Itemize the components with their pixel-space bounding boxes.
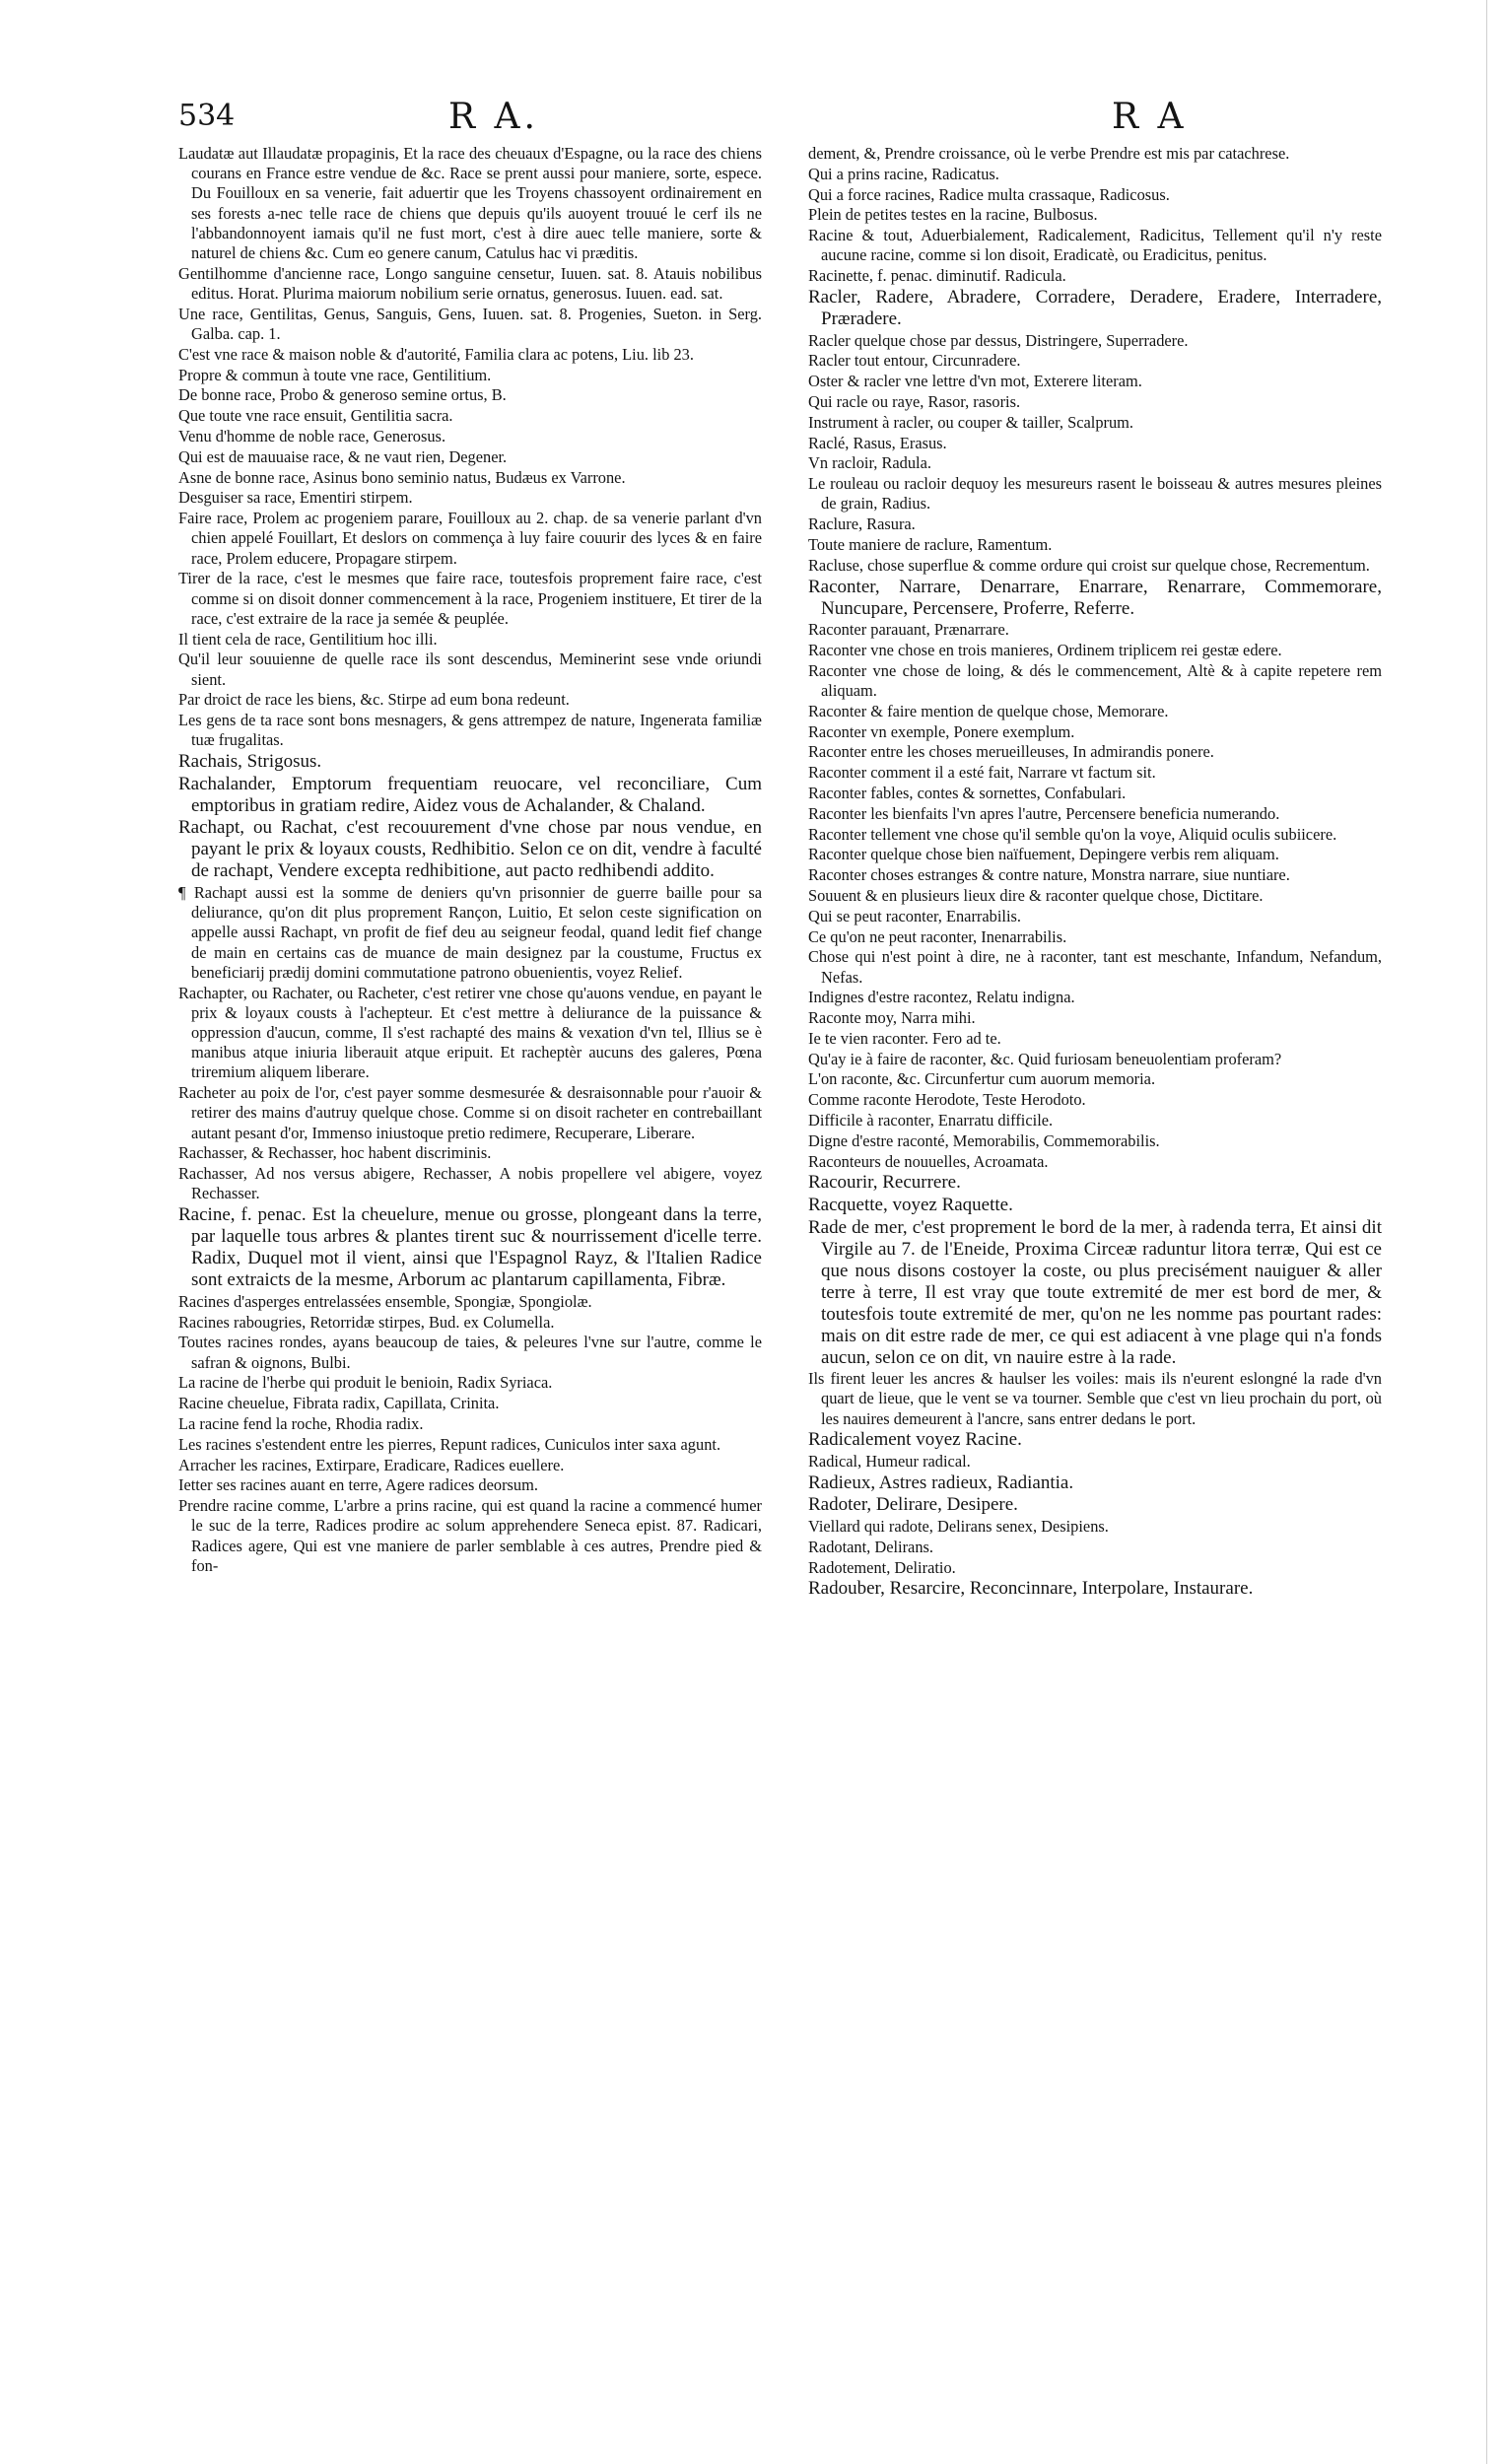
dictionary-entry: Il tient cela de race, Gentilitium hoc illi.	[178, 629, 438, 649]
dictionary-entry: De bonne race, Probo & generoso semine ortus, B.	[178, 385, 507, 405]
dictionary-entry: Racheter au poix de l'or, c'est payer somme desmesurée & desraisonnable pour r'auoir & retirer des mains d'autruy quelque chose. Comme si on disoit racheter en contrebaillant autant pesant d'or, Immenso iniustoque pretio redimere, Recuperare, Liberare.	[178, 1083, 762, 1142]
dictionary-entry: Gentilhomme d'ancienne race, Longo sanguine censetur, Iuuen. sat. 8. Atauis nobilibus editus. Horat. Plurima maiorum nobilium serie ornatus, generosus. Iuuen. ead. sat.	[178, 263, 762, 304]
dictionary-entry: Rachapt, ou Rachat, c'est recouurement d'vne chose par nous vendue, en payant le prix & loyaux cousts, Redhibitio. Selon ce on dit, vendre à faculté de rachapt, Vendere excepta redhibitione, aut pacto redhibendi addito.	[178, 817, 762, 882]
dictionary-entry: Difficile à raconter, Enarratu difficile.	[808, 1111, 1054, 1130]
dictionary-entry: Raconter parauant, Prænarrare.	[808, 620, 1009, 640]
dictionary-entry: Desguiser sa race, Ementiri stirpem.	[178, 488, 413, 508]
dictionary-entry: Racines d'asperges entrelassées ensemble, Spongiæ, Spongiolæ.	[178, 1291, 592, 1311]
dictionary-entry: Ce qu'on ne peut raconter, Inenarrabilis.	[808, 926, 1067, 946]
dictionary-entry: Faire race, Prolem ac progeniem parare, Fouilloux au 2. chap. de sa venerie parlant d'vn chien appelé Fouillart, Et deslors on commença à luy faire couurir des lyces & en faire race, Prolem educere, Propagare stirpem.	[178, 509, 762, 568]
dictionary-entry: Que toute vne race ensuit, Gentilitia sacra.	[178, 406, 453, 426]
dictionary-entry: Qu'il leur souuienne de quelle race ils sont descendus, Meminerint sese vnde oriundi sient.	[178, 650, 762, 689]
dictionary-entry: Le rouleau ou racloir dequoy les mesureurs rasent le boisseau & autres mesures pleines de grain, Radius.	[808, 474, 1382, 513]
dictionary-entry: Rade de mer, c'est proprement le bord de la mer, à radenda terra, Et ainsi dit Virgile au 7. de l'Eneide, Proxima Circeæ raduntur litora terræ, Qui est ce que nous disons costoyer la coste, ou plus precisément nauiguer & aller terre à terre, Il est vray que toute extremité de mer est bord de mer, & toutesfois toute extremité de mer, qu'on ne les nomme pas pourtant rades: mais on dit estre rade de mer, ce qui est adiacent à vne plage qui n'a fonds aucun, selon ce on dit, vn nauire estre à la rade.	[808, 1216, 1382, 1368]
running-head-right: R A	[1112, 97, 1188, 137]
dictionary-entry: Qui se peut raconter, Enarrabilis.	[808, 906, 1021, 925]
dictionary-entry: Rachapter, ou Rachater, ou Racheter, c'est retirer vne chose qu'auons vendue, en payant le prix & loyaux cousts à l'achepteur. Et c'est mettre à deliurance de la puissance & oppression d'aucun, comme, Il s'est rachapté des mains & vexation d'vn tel, Illius se è manibus atque iniuria liberauit atque eripuit. Et racheptèr aucuns des galeres, Pœna triremium aliquem liberare.	[178, 983, 762, 1082]
dictionary-entry: Radieux, Astres radieux, Radiantia.	[808, 1472, 1074, 1493]
dictionary-entry: Raconter quelque chose bien naïfuement, Depingere verbis rem aliquam.	[808, 845, 1279, 864]
dictionary-entry: Toute maniere de raclure, Ramentum.	[808, 534, 1053, 554]
dictionary-entry: Tirer de la race, c'est le mesmes que faire race, toutesfois proprement faire race, c'est comme si on disoit donner commencement à la race, Progeniem instituere, Et tirer de la race, c'est extraire de la race ja semée & peuplée.	[178, 569, 762, 628]
dictionary-entry: Radotant, Delirans.	[808, 1537, 933, 1556]
dictionary-entry: Ils firent leuer les ancres & haulser les voiles: mais ils n'eurent eslongné la rade d'vn quart de lieue, que le vent se va tourner. Semble que c'est vn lieu prochain du port, où les nauires demeurent à l'ancre, sans entrer dedans le port.	[808, 1369, 1382, 1428]
dictionary-entry: Souuent & en plusieurs lieux dire & raconter quelque chose, Dictitare.	[808, 885, 1264, 905]
dictionary-entry: Toutes racines rondes, ayans beaucoup de taies, & peleures l'vne sur l'autre, comme le safran & oignons, Bulbi.	[178, 1333, 762, 1372]
dictionary-entry: Indignes d'estre racontez, Relatu indigna.	[808, 988, 1075, 1007]
dictionary-entry: Qu'ay ie à faire de raconter, &c. Quid furiosam beneuolentiam proferam?	[808, 1049, 1282, 1068]
dictionary-entry: Racler quelque chose par dessus, Distringere, Superradere.	[808, 330, 1189, 350]
dictionary-entry: Venu d'homme de noble race, Generosus.	[178, 427, 446, 445]
dictionary-entry: Racine & tout, Aduerbialement, Radicalement, Radicitus, Tellement qu'il n'y reste aucune racine, comme si lon disoit, Eradicatè, ou Eradicitus, penitus.	[808, 226, 1382, 265]
dictionary-entry: Laudatæ aut Illaudatæ propaginis, Et la race des cheuaux d'Espagne, ou la race des chiens courans en France estre vendue de &c. Race se prent aussi pour maniere, sorte, espece. Du Fouilloux en sa venerie, fait aduertir que les Troyens chassoyent ordinairement en ses forests a-nec telle race de chiens que depuis qu'ils auoyent trouué le cerf ils ne l'abbandonnoyent iamais qu'il ne fust mort, c'est à dire auec telle maniere, sorte & naturel de chiens &c. Cum eo genere canum, Catulus hac vi præditis.	[178, 144, 762, 263]
dictionary-entry: Raclé, Rasus, Erasus.	[808, 433, 947, 452]
dictionary-entry: Propre & commun à toute vne race, Gentilitium.	[178, 365, 492, 384]
right-column	[808, 144, 1382, 1601]
dictionary-entry: Raclure, Rasura.	[808, 514, 916, 534]
dictionary-entry: Racine cheuelue, Fibrata radix, Capillata, Crinita.	[178, 1394, 500, 1413]
dictionary-entry: Racler, Radere, Abradere, Corradere, Deradere, Eradere, Interradere, Præradere.	[808, 286, 1382, 329]
running-head-left: R A.	[448, 97, 539, 137]
dictionary-entry: Une race, Gentilitas, Genus, Sanguis, Gens, Iuuen. sat. 8. Progenies, Sueton. in Serg. Galba. cap. 1.	[178, 304, 762, 344]
left-column	[178, 144, 762, 1577]
dictionary-entry: Racler tout entour, Circunradere.	[808, 351, 1021, 371]
dictionary-entry: Vn racloir, Radula.	[808, 453, 931, 473]
dictionary-entry: Qui est de mauuaise race, & ne vaut rien, Degener.	[178, 446, 508, 466]
dictionary-entry: Rachalander, Emptorum frequentiam reuocare, vel reconciliare, Cum emptoribus in gratiam redire, Aidez vous de Achalander, & Chaland.	[178, 773, 762, 816]
dictionary-entry: Plein de petites testes en la racine, Bulbosus.	[808, 205, 1098, 225]
dictionary-entry: dement, &, Prendre croissance, où le verbe Prendre est mis par catachrese.	[808, 144, 1290, 163]
dictionary-entry: Comme raconte Herodote, Teste Herodoto.	[808, 1090, 1086, 1110]
dictionary-entry: C'est vne race & maison noble & d'autorité, Familia clara ac potens, Liu. lib 23.	[178, 344, 694, 364]
dictionary-entry: Racines rabougries, Retorridæ stirpes, Bud. ex Columella.	[178, 1312, 555, 1332]
dictionary-entry: Raconter choses estranges & contre nature, Monstra narrare, siue nuntiare.	[808, 865, 1290, 885]
page-edge-rule	[1486, 0, 1487, 2464]
dictionary-entry: Raconter vne chose de loing, & dés le commencement, Altè & à capite repetere rem aliquam.	[808, 660, 1382, 700]
dictionary-entry: Raconter vne chose en trois manieres, Ordinem triplicem rei gestæ edere.	[808, 640, 1282, 659]
dictionary-entry: Par droict de race les biens, &c. Stirpe ad eum bona redeunt.	[178, 690, 570, 710]
dictionary-entry: Instrument à racler, ou couper & tailler, Scalprum.	[808, 412, 1134, 432]
dictionary-entry: ¶ Rachapt aussi est la somme de deniers qu'vn prisonnier de guerre baille pour sa deliurance, qu'on dit plus proprement Rançon, Luitio, Et selon ceste signification on appelle aussi Rachapt, vn profit de fief deu au seigneur feodal, quand ledit fief change de main en certains cas de muance de main designez par la coustume, Fructus ex beneficiarij prædij domini commutatione patrono obuenientis, voyez Relief.	[178, 882, 762, 982]
dictionary-entry: Raconter, Narrare, Denarrare, Enarrare, Renarrare, Commemorare, Nuncupare, Percensere, Proferre, Referre.	[808, 576, 1382, 619]
dictionary-entry: Ie te vien raconter. Fero ad te.	[808, 1028, 1001, 1048]
dictionary-entry: Racinette, f. penac. diminutif. Radicula.	[808, 266, 1066, 286]
dictionary-entry: Raconter comment il a esté fait, Narrare vt factum sit.	[808, 763, 1156, 783]
dictionary-entry: Digne d'estre raconté, Memorabilis, Commemorabilis.	[808, 1130, 1160, 1150]
dictionary-entry: Rachais, Strigosus.	[178, 751, 322, 773]
dictionary-entry: Radoter, Delirare, Desipere.	[808, 1494, 1018, 1516]
dictionary-entry: Raconteurs de nouuelles, Acroamata.	[808, 1151, 1049, 1171]
dictionary-entry: Racluse, chose superflue & comme ordure qui croist sur quelque chose, Recrementum.	[808, 555, 1370, 575]
dictionary-entry: Raconte moy, Narra mihi.	[808, 1008, 976, 1028]
dictionary-entry: Racquette, voyez Raquette.	[808, 1195, 1013, 1216]
dictionary-entry: Raconter fables, contes & sornettes, Confabulari.	[808, 783, 1127, 802]
dictionary-entry: Prendre racine comme, L'arbre a prins racine, qui est quand la racine a commencé humer le suc de la terre, Radices prodire ac solum apprehendere Seneca epist. 87. Radicari, Radices agere, Qui est vne maniere de parler semblable à ces autres, Prendre pied & fon-	[178, 1496, 762, 1575]
dictionary-entry: L'on raconte, &c. Circunfertur cum auorum memoria.	[808, 1069, 1156, 1089]
dictionary-entry: Qui racle ou raye, Rasor, rasoris.	[808, 391, 1021, 411]
dictionary-entry: Qui a force racines, Radice multa crassaque, Radicosus.	[808, 184, 1170, 204]
dictionary-entry: Viellard qui radote, Delirans senex, Desipiens.	[808, 1517, 1109, 1537]
dictionary-entry: Oster & racler vne lettre d'vn mot, Exterere literam.	[808, 372, 1142, 391]
dictionary-entry: Racine, f. penac. Est la cheuelure, menue ou grosse, plongeant dans la terre, par laquelle tous arbres & plantes tirent suc & nourrissement d'icelle terre. Radix, Duquel mot il vient, ainsi que l'Espagnol Rayz, & l'Italien Radice sont extraicts de la mesme, Arborum ac plantarum capillamenta, Fibræ.	[178, 1204, 762, 1291]
dictionary-entry: Les gens de ta race sont bons mesnagers, & gens attrempez de nature, Ingenerata familiæ tuæ frugalitas.	[178, 711, 762, 750]
dictionary-entry: La racine de l'herbe qui produit le benioin, Radix Syriaca.	[178, 1373, 553, 1393]
dictionary-entry: Ietter ses racines auant en terre, Agere radices deorsum.	[178, 1475, 538, 1495]
dictionary-entry: Radicalement voyez Racine.	[808, 1429, 1022, 1451]
dictionary-entry: Raconter vn exemple, Ponere exemplum.	[808, 721, 1075, 741]
dictionary-entry: Racourir, Recurrere.	[808, 1172, 961, 1194]
dictionary-entry: Chose qui n'est point à dire, ne à raconter, tant est meschante, Infandum, Nefandum, Nefas.	[808, 947, 1382, 987]
dictionary-entry: Rachasser, & Rechasser, hoc habent discriminis.	[178, 1143, 492, 1163]
dictionary-entry: Rachasser, Ad nos versus abigere, Rechasser, A nobis propellere vel abigere, voyez Rechasser.	[178, 1164, 762, 1203]
dictionary-entry: Asne de bonne race, Asinus bono seminio natus, Budæus ex Varrone.	[178, 467, 626, 487]
page-header	[0, 99, 1505, 148]
page-number: 534	[178, 99, 236, 133]
dictionary-entry: Raconter les bienfaits l'vn apres l'autre, Percensere beneficia numerando.	[808, 803, 1280, 823]
dictionary-entry: Radouber, Resarcire, Reconcinnare, Interpolare, Instaurare.	[808, 1578, 1254, 1600]
dictionary-entry: Raconter tellement vne chose qu'il semble qu'on la voye, Aliquid oculis subiicere.	[808, 824, 1337, 844]
dictionary-entry: Raconter entre les choses merueilleuses, In admirandis ponere.	[808, 742, 1214, 762]
dictionary-entry: Qui a prins racine, Radicatus.	[808, 164, 999, 183]
dictionary-entry: Les racines s'estendent entre les pierres, Repunt radices, Cuniculos inter saxa agunt.	[178, 1434, 721, 1454]
dictionary-entry: Arracher les racines, Extirpare, Eradicare, Radices euellere.	[178, 1455, 565, 1474]
dictionary-entry: La racine fend la roche, Rhodia radix.	[178, 1413, 424, 1433]
dictionary-entry: Radotement, Deliratio.	[808, 1557, 956, 1577]
dictionary-entry: Radical, Humeur radical.	[808, 1452, 971, 1472]
dictionary-entry: Raconter & faire mention de quelque chose, Memorare.	[808, 701, 1169, 720]
